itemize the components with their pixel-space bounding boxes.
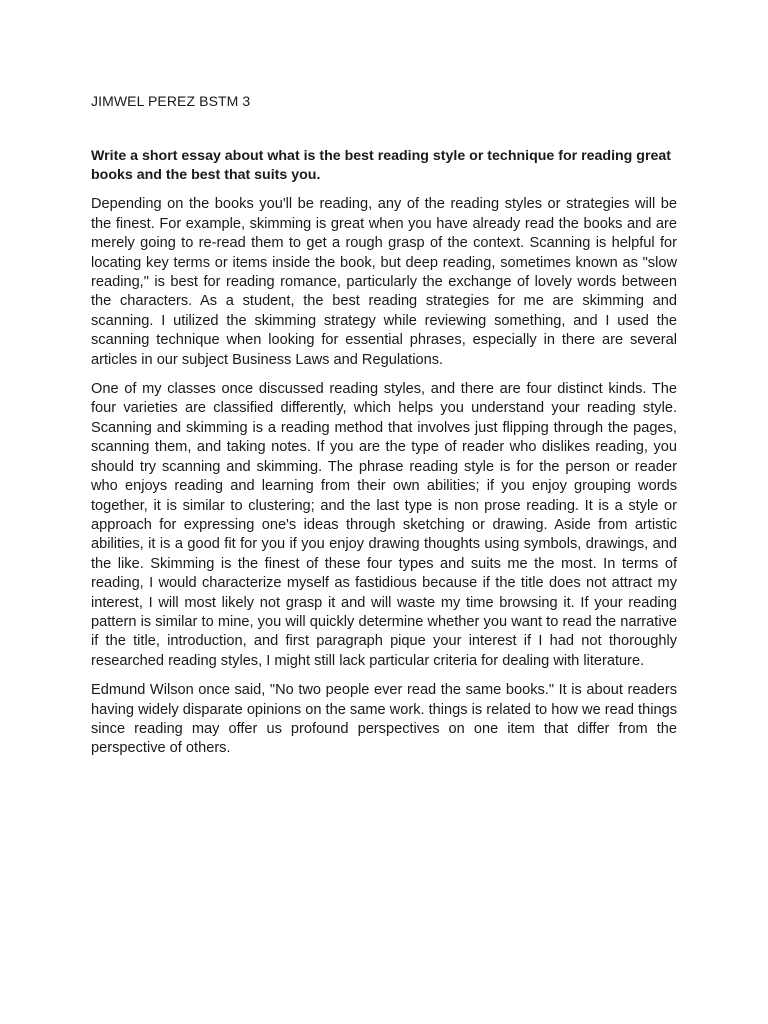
essay-prompt: Write a short essay about what is the best reading style or technique for reading great books and the best that suits you.: [91, 148, 671, 184]
essay-paragraph-3: Edmund Wilson once said, "No two people ever read the same books." It is about readers having widely disparate opinions on the same work. things is related to how we read things since reading may offer us profound perspectives on one item that differ from the perspective of others.: [91, 682, 677, 757]
document-content: [91, 92, 677, 769]
author-line: JIMWEL PEREZ BSTM 3: [91, 93, 251, 109]
essay-paragraph-1: Depending on the books you'll be reading, any of the reading styles or strategies will be the finest. For example, skimming is great when you have already read the books and are merely going to re-read them to get a rough grasp of the context. Scanning is helpful for locating key terms or items inside the book, but deep reading, sometimes known as "slow reading," is best for reading romance, particularly the exchange of lovely words between the characters. As a student, the best reading strategies for me are skimming and scanning. I utilized the skimming strategy while reviewing something, and I used the scanning technique when looking for essential phrases, especially in there are several articles in our subject Business Laws and Regulations.: [91, 196, 677, 368]
essay-paragraph-2: One of my classes once discussed reading styles, and there are four distinct kinds. The four varieties are classified differently, which helps you understand your reading style. Scanning and skimming is a reading method that involves just flipping through the pages, scanning them, and taking notes. If you are the type of reader who dislikes reading, you should try scanning and skimming. The phrase reading style is for the person or reader who enjoys reading and learning from their own abilities; if you enjoy grouping words together, it is similar to clustering; and the last type is non prose reading. It is a style or approach for expressing one's ideas through sketching or drawing. Aside from artistic abilities, it is a good fit for you if you enjoy drawing thoughts using symbols, drawings, and the like. Skimming is the finest of these four types and suits me the most. In terms of reading, I would characterize myself as fastidious because if the title does not attract my interest, I will most likely not grasp it and will waste my time browsing it. If your reading pattern is similar to mine, you will quickly determine whether you want to read the narrative if the title, introduction, and first paragraph pique your interest if I had not thoroughly researched reading styles, I might still lack particular criteria for dealing with literature.: [91, 381, 677, 669]
